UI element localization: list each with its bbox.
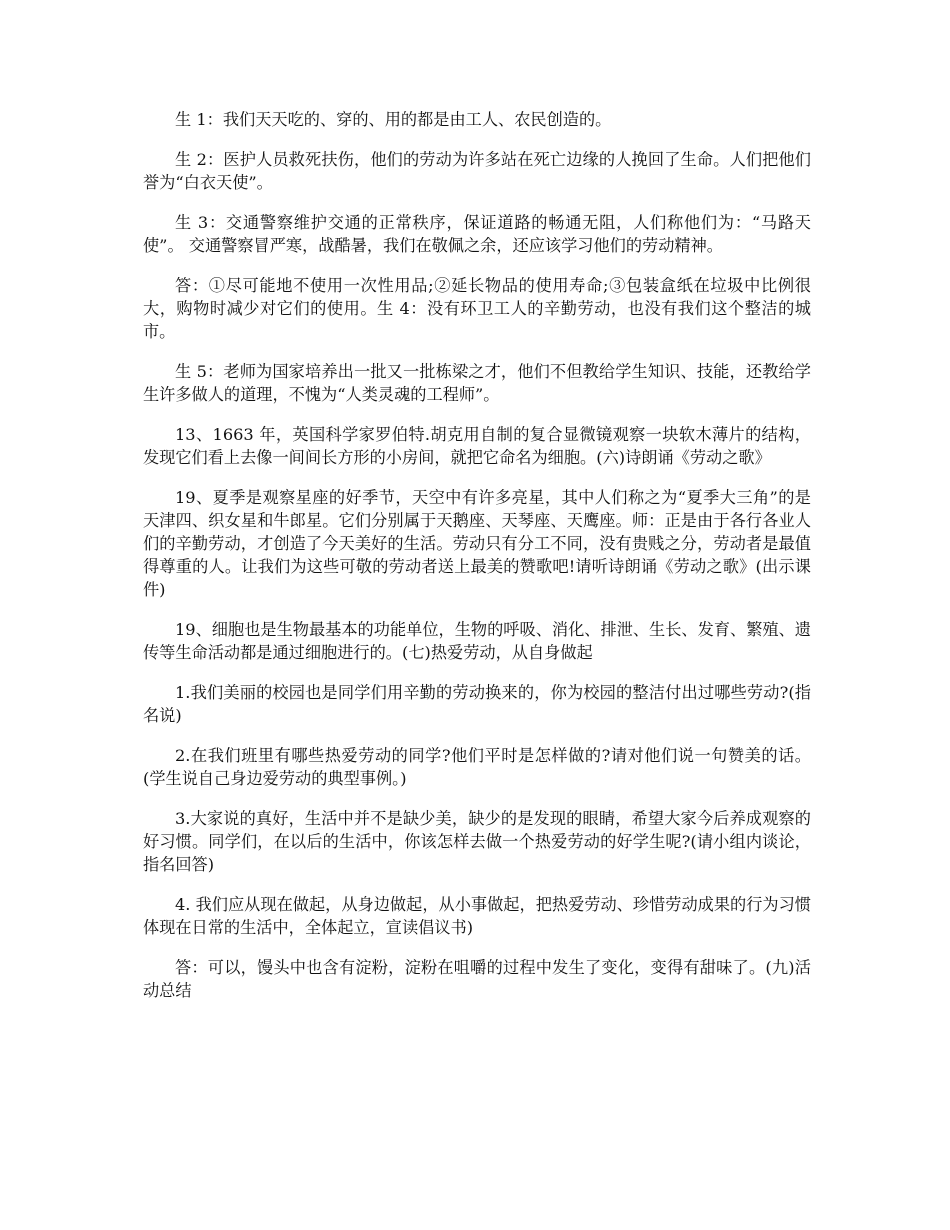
- paragraph-item-13: 13、1663 年，英国科学家罗伯特.胡克用自制的复合显微镜观察一块软木薄片的结构，发现它们看上去像一间间长方形的小房间，就把它命名为细胞。(六)诗朗诵《劳动之歌》: [143, 425, 811, 467]
- paragraph-question-3: 3.大家说的真好，生活中并不是缺少美，缺少的是发现的眼睛，希望大家今后养成观察的好习惯。同学们，在以后的生活中，你该怎样去做一个热爱劳动的好学生呢?(请小组内谈论，指名回答): [143, 809, 811, 874]
- paragraph-question-2: 2.在我们班里有哪些热爱劳动的同学?他们平时是怎样做的?请对他们说一句赞美的话。(学生说自己身边爱劳动的典型事例。): [143, 746, 811, 788]
- paragraph-item-19-summer: 19、夏季是观察星座的好季节，天空中有许多亮星，其中人们称之为“夏季大三角”的是天津四、织女星和牛郎星。它们分别属于天鹅座、天琴座、天鹰座。师：正是由于各行各业人们的辛勤劳动，才创造了今天美好的生活。劳动只有分工不同，没有贵贱之分，劳动者是最值得尊重的人。让我们为这些可敬的劳动者送上最美的赞歌吧!请听诗朗诵《劳动之歌》(出示课件): [143, 488, 811, 599]
- paragraph-student-5: 生 5：老师为国家培养出一批又一批栋梁之才，他们不但教给学生知识、技能，还教给学生许多做人的道理，不愧为“人类灵魂的工程师”。: [143, 362, 811, 404]
- paragraph-question-1: 1.我们美丽的校园也是同学们用辛勤的劳动换来的，你为校园的整洁付出过哪些劳动?(指名说): [143, 683, 811, 725]
- document-body: [143, 108, 811, 1019]
- paragraph-item-19-cell: 19、细胞也是生物最基本的功能单位，生物的呼吸、消化、排泄、生长、发育、繁殖、遗传等生命活动都是通过细胞进行的。(七)热爱劳动，从自身做起: [143, 620, 811, 662]
- paragraph-answer-summary: 答：可以，馒头中也含有淀粉，淀粉在咀嚼的过程中发生了变化，变得有甜味了。(九)活动总结: [143, 958, 811, 1000]
- paragraph-student-1: 生 1：我们天天吃的、穿的、用的都是由工人、农民创造的。: [175, 110, 612, 129]
- paragraph-student-3: 生 3：交通警察维护交通的正常秩序，保证道路的畅通无阻，人们称他们为：“马路天使”。 交通警察冒严寒，战酷暑，我们在敬佩之余，还应该学习他们的劳动精神。: [143, 213, 811, 255]
- paragraph-answer-student-4: 答：①尽可能地不使用一次性用品;②延长物品的使用寿命;③包装盒纸在垃圾中比例很大，购物时减少对它们的使用。生 4：没有环卫工人的辛勤劳动，也没有我们这个整洁的城市。: [143, 276, 811, 341]
- paragraph-question-4: 4. 我们应从现在做起，从身边做起，从小事做起，把热爱劳动、珍惜劳动成果的行为习惯体现在日常的生活中，全体起立，宣读倡议书): [143, 895, 811, 937]
- paragraph-student-2: 生 2：医护人员救死扶伤，他们的劳动为许多站在死亡边缘的人挽回了生命。人们把他们誉为“白衣天使”。: [143, 150, 811, 192]
